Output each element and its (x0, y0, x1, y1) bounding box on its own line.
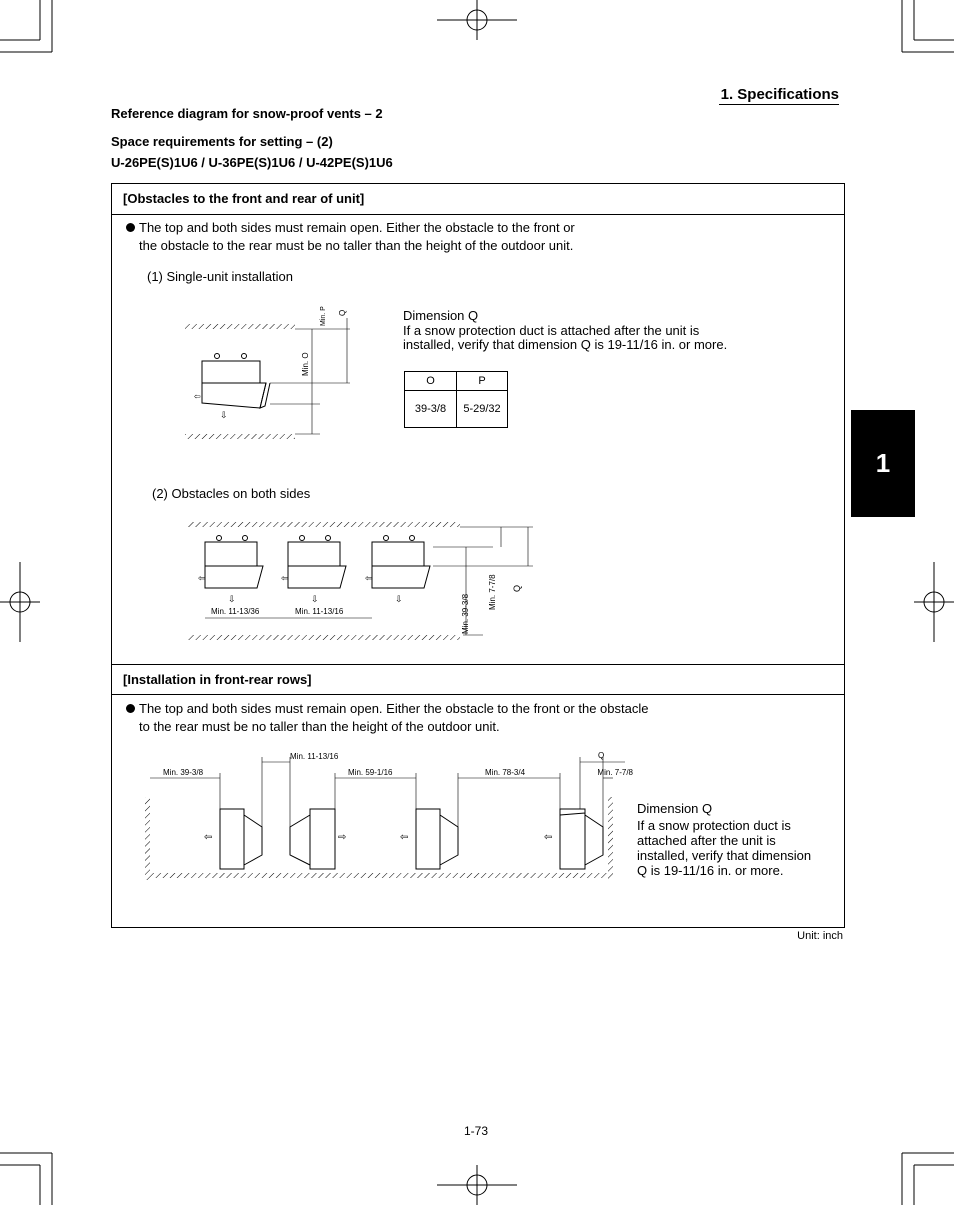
right-wall (608, 797, 613, 880)
dim-min-39-3-8: Min. 39-3/8 (163, 768, 204, 777)
chapter-tab: 1 (851, 410, 915, 517)
single-unit-label: (1) Single-unit installation (147, 269, 293, 284)
left-wall (145, 797, 150, 880)
box2-bullet-line1 (126, 700, 648, 718)
bullet-icon (126, 704, 135, 713)
dim-min-p: Min. P (320, 306, 327, 326)
dim-min-39-3-8: Min. 39-3/8 (461, 593, 470, 634)
box2-header-text: [Installation in front-rear rows] (123, 672, 312, 687)
dimension-q-line1: If a snow protection duct is attached after the unit is (403, 323, 700, 338)
heading-model-numbers: U-26PE(S)1U6 / U-36PE(S)1U6 / U-42PE(S)1U6 (111, 155, 393, 170)
rows-dimension-q-line4: Q is 19-11/16 in. or more. (637, 863, 784, 878)
rows-dimension-q-line2: attached after the unit is (637, 833, 776, 848)
svg-text:⇦: ⇦ (544, 832, 553, 843)
front-obstacle (188, 635, 460, 640)
unit-3 (372, 542, 424, 566)
row-unit-4 (560, 809, 603, 869)
svg-text:⇦: ⇦ (194, 392, 201, 401)
box2-bullet-line2: to the rear must be no taller than the height of the outdoor unit. (139, 719, 500, 734)
dim-min-11-13-16: Min. 11-13/16 (290, 752, 339, 761)
rows-dimension-q-title: Dimension Q (637, 801, 713, 816)
row-unit-1 (220, 809, 262, 869)
section-title: 1. Specifications (720, 86, 839, 103)
table-header-o: O (405, 372, 457, 391)
outdoor-unit-top (202, 361, 260, 383)
single-unit-diagram (180, 298, 360, 443)
ground (150, 873, 608, 878)
svg-text:⇩: ⇩ (311, 594, 319, 604)
svg-text:⇩: ⇩ (228, 594, 236, 604)
box1-bullet-line2: the obstacle to the rear must be no taller than the height of the outdoor unit. (139, 238, 574, 253)
unit-2 (288, 542, 340, 566)
rows-dimension-q-line3: installed, verify that dimension (637, 848, 812, 863)
box2-header (112, 664, 844, 695)
unit-1 (205, 542, 257, 566)
outdoor-unit-body (202, 383, 266, 408)
svg-text:⇦: ⇦ (400, 832, 409, 843)
dimension-q-line2: installed, verify that dimension Q is 19-11/16 in. or more. (403, 337, 728, 352)
dimension-table (404, 371, 508, 428)
rows-dimension-q-line1: If a snow protection duct is (637, 818, 791, 833)
box1-header-text: [Obstacles to the front and rear of unit] (123, 191, 365, 206)
unit-note: Unit: inch (797, 930, 843, 942)
row-unit-2 (290, 809, 335, 869)
dim-min-78-3-4: Min. 78-3/4 (485, 768, 526, 777)
svg-text:⇩: ⇩ (220, 410, 228, 420)
dim-min-7-7-8: Min. 7-7/8 (597, 768, 633, 777)
dim-q: Q (598, 751, 605, 760)
box1-bullet-line1 (126, 219, 575, 237)
svg-text:⇩: ⇩ (395, 594, 403, 604)
box2-line1-text: The top and both sides must remain open. Either the obstacle to the front or the obstacle (139, 701, 649, 716)
dim-min-11-13-36: Min. 11-13/36 (211, 607, 260, 616)
heading-space-requirements: Space requirements for setting – (2) (111, 134, 333, 149)
dim-q: Q (338, 309, 347, 316)
heading-reference-diagram: Reference diagram for snow-proof vents – 2 (111, 106, 383, 121)
dim-min-o: Min. O (301, 352, 310, 376)
svg-text:⇦: ⇦ (281, 573, 289, 583)
table-value-p: 5-29/32 (457, 391, 508, 428)
page-number: 1-73 (464, 1124, 489, 1138)
box1-line1-text: The top and both sides must remain open. Either the obstacle to the front or (139, 220, 575, 235)
dimension-q-title: Dimension Q (403, 308, 479, 323)
rear-obstacle (185, 324, 295, 329)
svg-text:⇦: ⇦ (204, 832, 213, 843)
dim-min-59-1-16: Min. 59-1/16 (348, 768, 393, 777)
both-sides-diagram (183, 518, 543, 648)
row-unit-3 (416, 809, 458, 869)
svg-text:⇦: ⇦ (365, 573, 373, 583)
front-obstacle (185, 434, 295, 439)
rear-obstacle (188, 522, 460, 527)
bullet-icon (126, 223, 135, 232)
front-rear-rows-diagram (140, 745, 640, 890)
dim-min-11-13-16: Min. 11-13/16 (295, 607, 344, 616)
both-sides-label: (2) Obstacles on both sides (152, 486, 311, 501)
table-header-p: P (457, 372, 508, 391)
svg-text:⇦: ⇦ (198, 573, 206, 583)
svg-text:⇨: ⇨ (338, 832, 347, 843)
table-value-o: 39-3/8 (405, 391, 457, 428)
box1-header (112, 184, 844, 215)
dim-q: Q (512, 584, 522, 592)
dim-min-7-7-8: Min. 7-7/8 (488, 574, 497, 610)
